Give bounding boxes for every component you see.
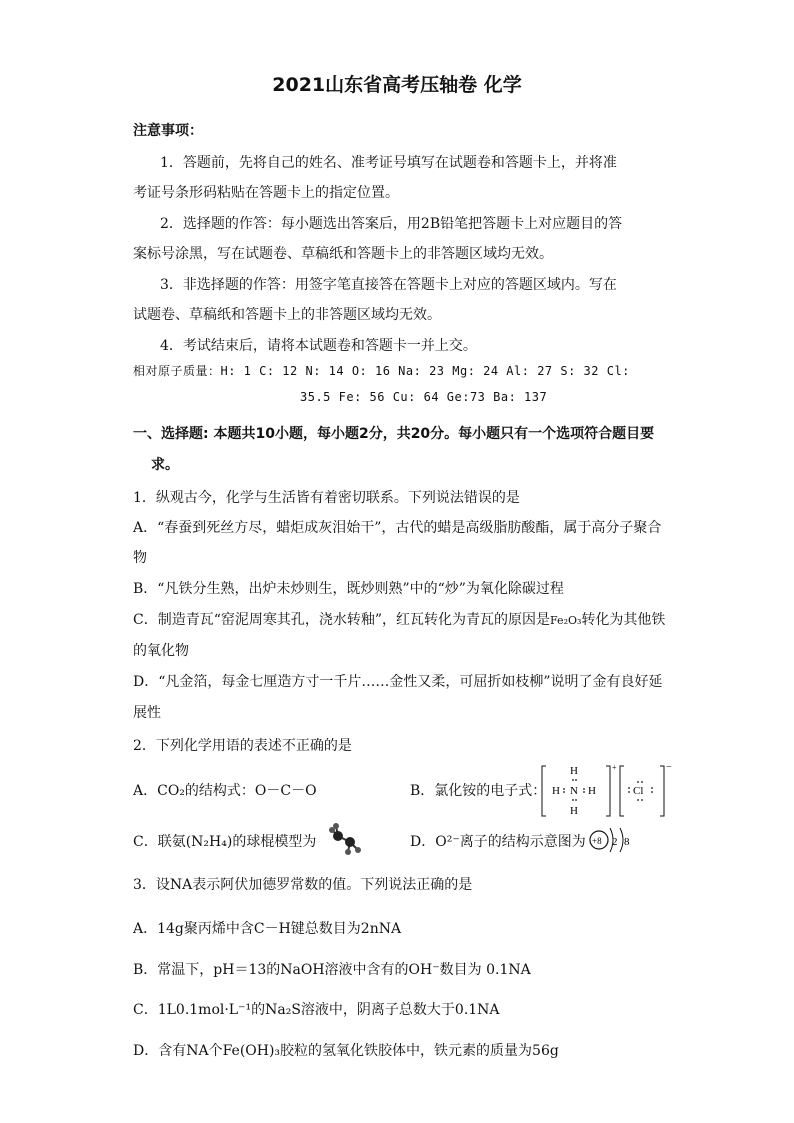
section-1-heading: 一、选择题: 本题共10小题，每小题2分，共20分。每小题只有一个选项符合题目要 xyxy=(133,426,655,442)
q1-option-c-text-end: 转化为其他铁 xyxy=(581,612,666,628)
nh4-h-bottom: H xyxy=(570,805,578,817)
chlorine-symbol: Cl xyxy=(633,785,644,797)
notes-heading: 注意事项： xyxy=(133,123,203,139)
q1-option-c xyxy=(133,609,665,629)
atomic-masses-line-2: 35.5 Fe: 56 Cu: 64 Ge:73 Ba: 137 xyxy=(300,390,548,404)
minus-sign: − xyxy=(666,762,672,773)
shell-2-electrons: 8 xyxy=(624,836,630,848)
q2-option-a: A．CO₂的结构式：O－C－O xyxy=(133,783,317,799)
note-2-line-1: 2．选择题的作答：每小题选出答案后，用2B铅笔把答题卡上对应题目的答 xyxy=(160,216,623,232)
q2-stem: 2．下列化学用语的表述不正确的是 xyxy=(133,738,352,754)
q3-option-c: C．1L0.1mol·L⁻¹的Na₂S溶液中，阴离子总数大于0.1NA xyxy=(133,1002,500,1018)
q2-option-b: B．氯化铵的电子式： xyxy=(410,783,547,799)
q3-option-b: B．常温下，pH＝13的NaOH溶液中含有的OH⁻数目为 0.1NA xyxy=(133,962,531,978)
note-1-line-1: 1．答题前，先将自己的姓名、准考证号填写在试题卷和答题卡上，并将准 xyxy=(160,155,617,171)
nh4-h-left: H xyxy=(552,785,560,797)
q1-stem: 1．纵观古今，化学与生活皆有着密切联系。下列说法错误的是 xyxy=(133,490,520,506)
q3-stem: 3．设NA表示阿伏加德罗常数的值。下列说法正确的是 xyxy=(133,877,473,893)
q3-option-a: A．14g聚丙烯中含C－H键总数目为2nNA xyxy=(133,921,402,937)
nh4-h-right: H xyxy=(588,785,596,797)
note-1-line-2: 考证号条形码粘贴在答题卡上的指定位置。 xyxy=(133,185,399,201)
q2-option-d: D．O²⁻离子的结构示意图为 xyxy=(410,834,586,850)
plus-sign: + xyxy=(612,763,617,772)
q2-option-c: C．联氨(N₂H₄)的球棍模型为 xyxy=(133,834,317,850)
ammonium-chloride-electron-formula xyxy=(540,762,680,822)
q1-option-d-cont: 展性 xyxy=(133,705,161,721)
nh4-h-top: H xyxy=(570,765,578,777)
nh4-n: N xyxy=(570,785,578,797)
q1-option-c-text: C．制造青瓦“窑泥周寒其孔，浇水转釉”，红瓦转化为青瓦的原因是 xyxy=(133,612,551,628)
q1-option-d: D．“凡金箔，每金七厘造方寸一千片……金性又柔，可屈折如枝柳”说明了金有良好延 xyxy=(133,674,663,690)
fe2o3-formula: Fe₂O₃ xyxy=(550,614,582,627)
q1-option-b: B．“凡铁分生熟，出炉未炒则生，既炒则熟”中的“炒”为氧化除碳过程 xyxy=(133,581,564,597)
section-1-heading-cont: 求。 xyxy=(151,457,179,473)
oxide-ion-structure-diagram xyxy=(588,826,640,856)
exam-title: 2021山东省高考压轴卷 化学 xyxy=(272,74,522,96)
atomic-masses-line-1: 相对原子质量：H: 1 C: 12 N: 14 O: 16 Na: 23 Mg: 24 Al: 27 S: 32 Cl: xyxy=(133,364,630,378)
shell-1-electrons: 2 xyxy=(612,836,618,848)
note-2-line-2: 案标号涂黑，写在试题卷、草稿纸和答题卡上的非答题区域均无效。 xyxy=(133,246,553,262)
nucleus-charge: +8 xyxy=(592,836,602,846)
q1-option-c-cont: 的氧化物 xyxy=(133,643,189,659)
note-3-line-2: 试题卷、草稿纸和答题卡上的非答题区域均无效。 xyxy=(133,307,441,323)
q1-option-a-cont: 物 xyxy=(133,550,147,566)
hydrazine-ball-stick-model xyxy=(326,822,366,856)
note-3-line-1: 3．非选择题的作答：用签字笔直接答在答题卡上对应的答题区域内。写在 xyxy=(160,277,617,293)
note-4-line-1: 4．考试结束后，请将本试题卷和答题卡一并上交。 xyxy=(160,338,477,354)
q3-option-d: D．含有NA个Fe(OH)₃胶粒的氢氧化铁胶体中，铁元素的质量为56g xyxy=(133,1043,559,1059)
q1-option-a: A．“春蚕到死丝方尽，蜡炬成灰泪始干”，古代的蜡是高级脂肪酸酯，属于高分子聚合 xyxy=(133,520,662,536)
